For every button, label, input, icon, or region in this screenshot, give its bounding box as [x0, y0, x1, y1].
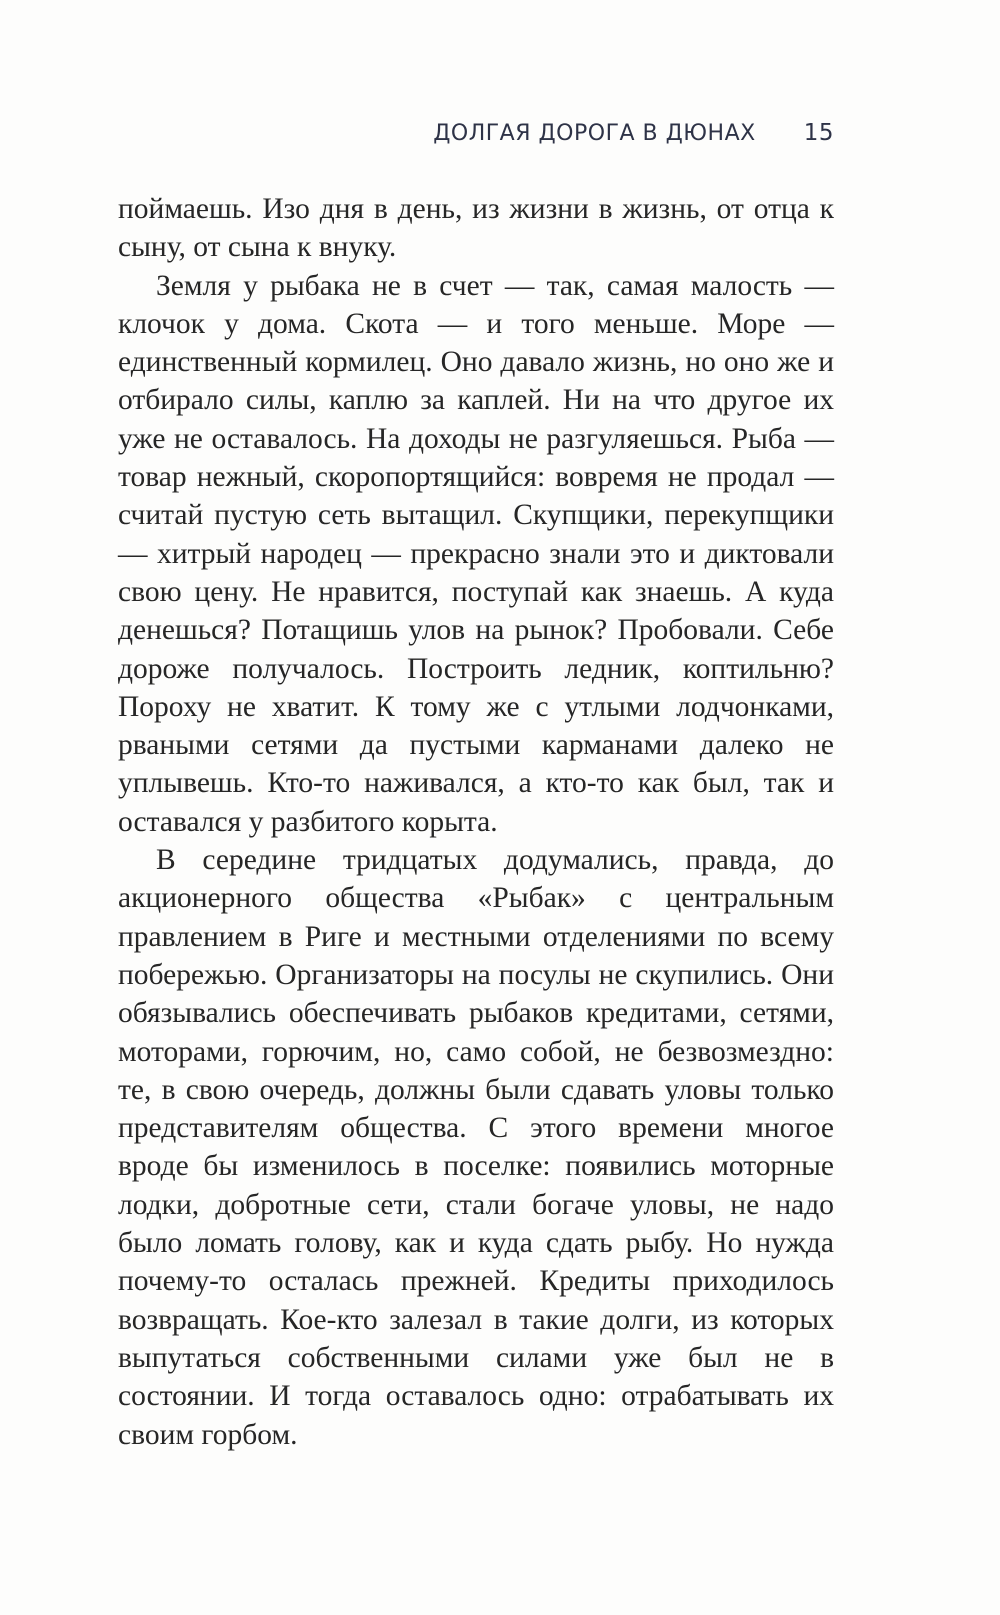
running-head — [118, 120, 834, 146]
body-text — [118, 190, 834, 1454]
page-number: 15 — [803, 120, 834, 146]
paragraph-continued: поймаешь. Изо дня в день, из жизни в жизнь, от отца к сыну, от сына к внуку. — [118, 193, 834, 264]
paragraph: Земля у рыбака не в счет — так, самая малость — клочок у дома. Скота — и того меньше. Море — единственный кормилец. Оно давало жизнь, но оно же и отбирало силы, каплю за каплей. Ни на что другое их уже не оставалось. На доходы не разгуляешься. Рыба — товар нежный, скоропортящийся: вовремя не продал — считай пустую сеть вытащил. Скупщики, перекупщики — хитрый народец — прекрасно знали это и диктовали свою цену. Не нравится, поступай как знаешь. А куда денешься? Потащишь улов на рынок? Пробовали. Себе дороже получалось. Построить ледник, коптильню? Пороху не хватит. К тому же с утлыми лодчонками, рваными сетями да пустыми карманами далеко не уплывешь. Кто-то наживался, а кто-то как был, так и оставался у разбитого корыта. — [118, 269, 834, 838]
running-title: ДОЛГАЯ ДОРОГА В ДЮНАХ — [433, 121, 756, 146]
paragraph: В середине тридцатых додумались, правда, до акционерного общества «Рыбак» с центральным правлением в Риге и местными отделениями по всему побережью. Организаторы на посулы не скупились. Они обязывались обеспечивать рыбаков кредитами, сетями, моторами, горючим, но, само собой, не безвозмездно: те, в свою очередь, должны были сдавать уловы только представителям общества. С этого времени многое вроде бы изменилось в поселке: появились моторные лодки, добротные сети, стали богаче уловы, не надо было ломать голову, как и куда сдать рыбу. Но нужда почему-то осталась прежней. Кредиты приходилось возвращать. Кое-кто залезал в такие долги, из которых выпутаться собственными силами уже был не в состоянии. И тогда оставалось одно: отрабатывать их своим горбом. — [118, 844, 834, 1451]
